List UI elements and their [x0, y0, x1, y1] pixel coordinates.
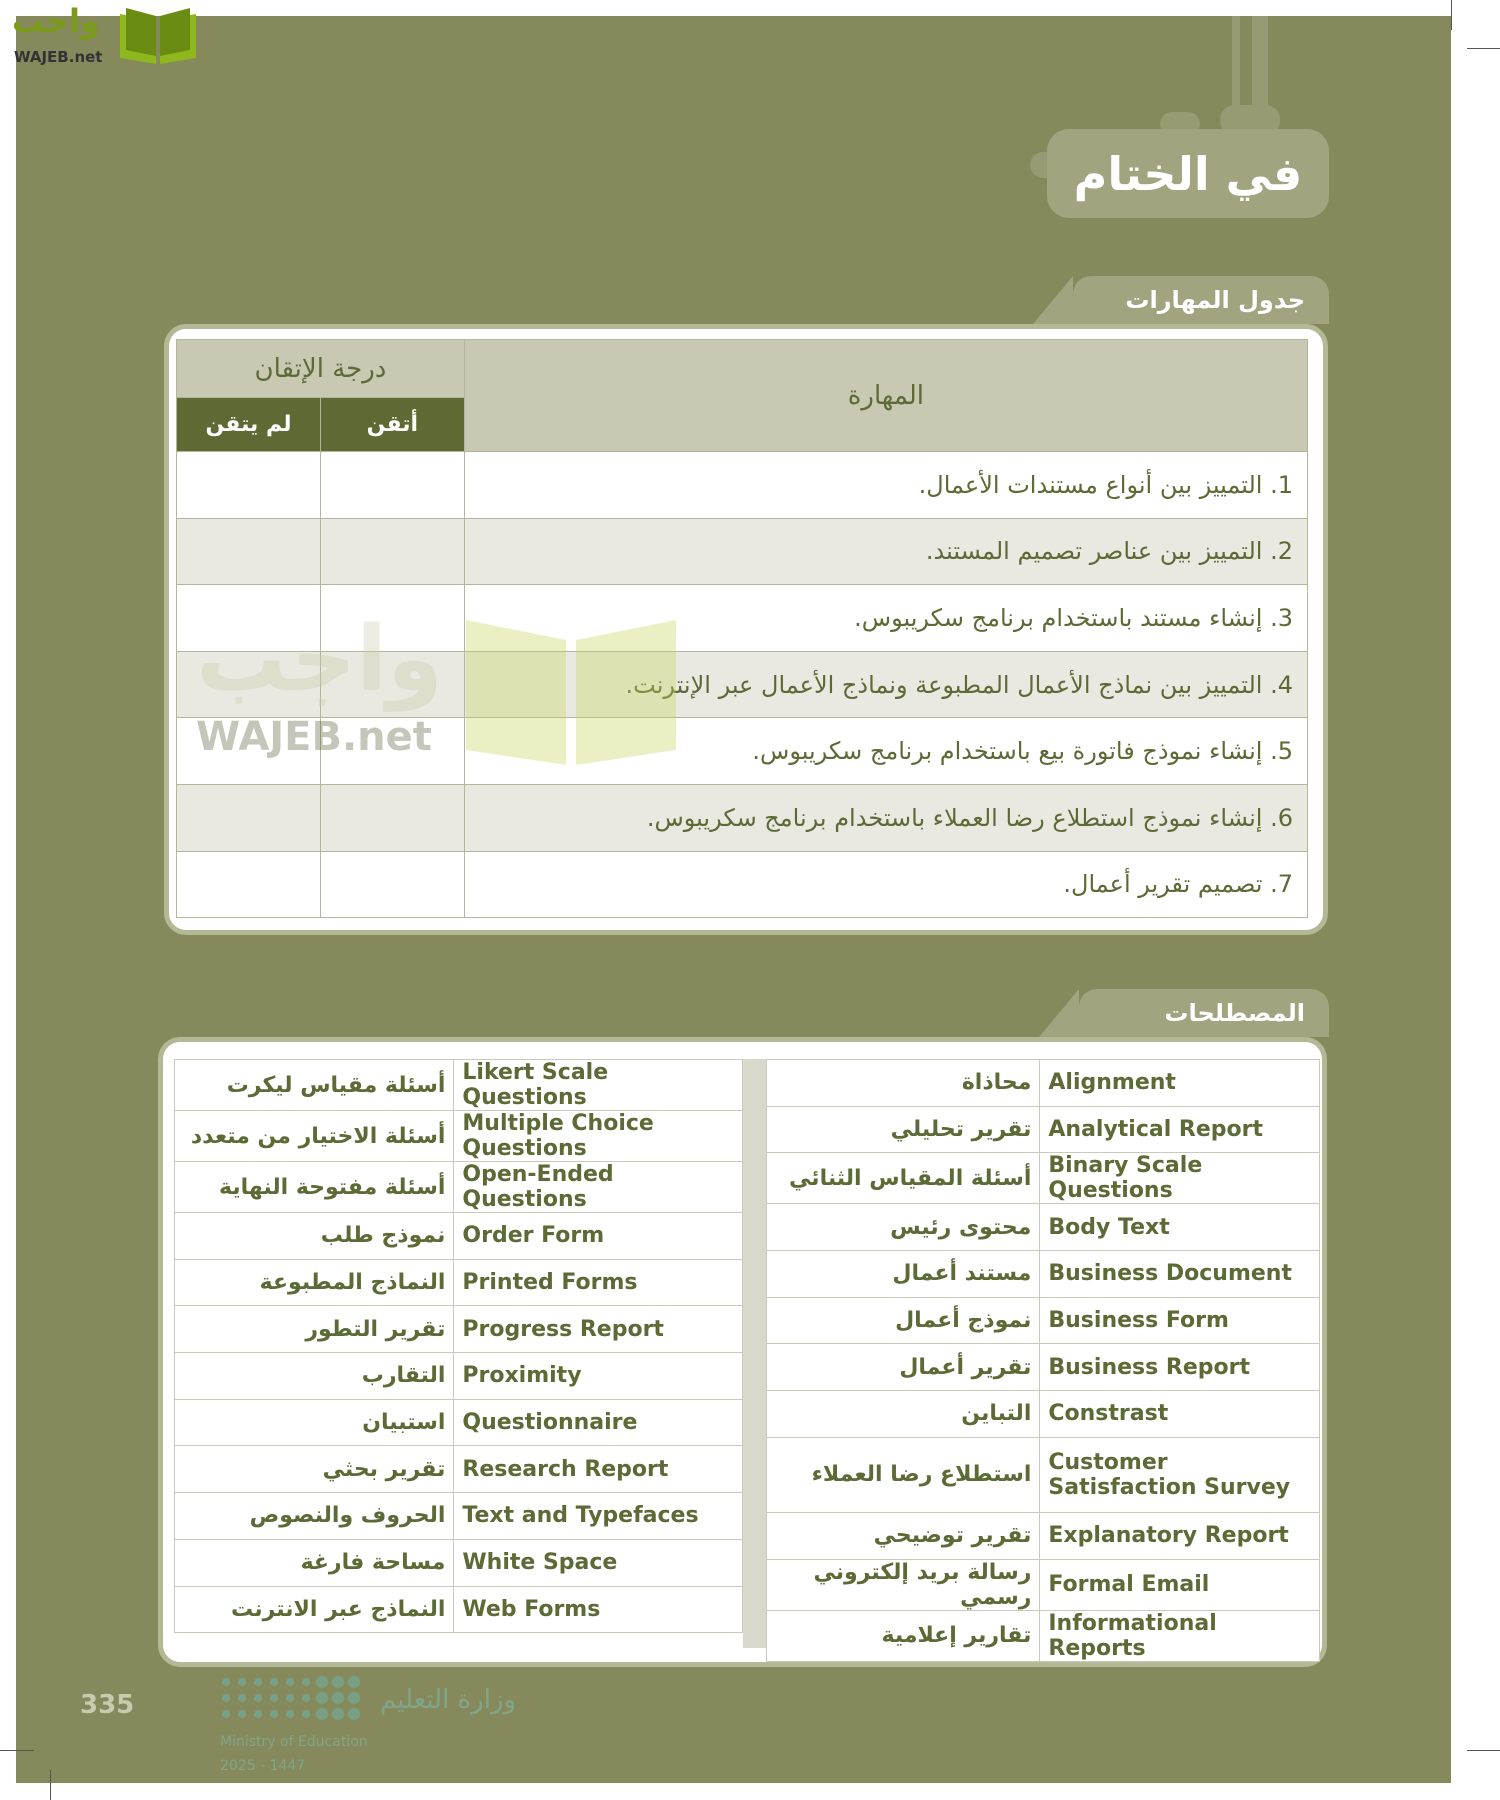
terms-divider [743, 1059, 766, 1648]
term-english: Research Report [454, 1446, 743, 1493]
term-arabic: النماذج المطبوعة [175, 1259, 454, 1306]
term-arabic: تقرير بحثي [175, 1446, 454, 1493]
crop-mark [1467, 48, 1500, 49]
term-english: Explanatory Report [1040, 1512, 1320, 1559]
term-row [175, 1539, 743, 1586]
term-english: Web Forms [454, 1586, 743, 1633]
skill-row [177, 784, 1308, 851]
watermark-latin: WAJEB.net [196, 714, 432, 760]
not-mastered-cell[interactable] [177, 784, 321, 851]
logo-dot [238, 1678, 246, 1686]
not-mastered-cell[interactable] [177, 651, 321, 718]
term-arabic: التقارب [175, 1353, 454, 1400]
term-english: Multiple Choice Questions [454, 1111, 743, 1162]
term-arabic: رسالة بريد إلكتروني رسمي [767, 1559, 1040, 1610]
logo-dot [348, 1708, 360, 1720]
term-arabic: تقرير أعمال [767, 1344, 1040, 1391]
logo-latin: WAJEB.net [14, 48, 103, 66]
term-arabic: مساحة فارغة [175, 1539, 454, 1586]
term-arabic: أسئلة المقياس الثنائي [767, 1153, 1040, 1204]
ministry-of-education-logo [220, 1674, 550, 1779]
term-row [767, 1559, 1320, 1610]
skills-tab-label: جدول المهارات [1073, 276, 1329, 324]
term-row [767, 1344, 1320, 1391]
term-arabic: أسئلة مقياس ليكرت [175, 1060, 454, 1111]
term-arabic: الحروف والنصوص [175, 1493, 454, 1540]
ministry-arabic: وزارة التعليم [380, 1685, 517, 1715]
logo-dot [348, 1676, 360, 1688]
logo-dot [286, 1678, 294, 1686]
logo-dot [316, 1676, 328, 1688]
term-arabic: محاذاة [767, 1060, 1040, 1107]
term-arabic: نموذج طلب [175, 1213, 454, 1260]
term-english: Questionnaire [454, 1399, 743, 1446]
not-mastered-cell[interactable] [177, 718, 321, 785]
not-mastered-cell[interactable] [177, 851, 321, 918]
crop-mark [1451, 0, 1452, 30]
decor-pipe [1252, 16, 1268, 116]
skill-text: 6. إنشاء نموذج استطلاع رضا العملاء باستخدام برنامج سكريبوس. [464, 784, 1307, 851]
skill-row [177, 851, 1308, 918]
skill-row [177, 718, 1308, 785]
term-row [767, 1610, 1320, 1661]
skill-text: 1. التمييز بين أنواع مستندات الأعمال. [464, 452, 1307, 519]
crop-mark [1467, 1750, 1500, 1751]
term-english: Binary Scale Questions [1040, 1153, 1320, 1204]
term-english: Formal Email [1040, 1559, 1320, 1610]
term-row [175, 1259, 743, 1306]
term-row [175, 1213, 743, 1260]
terms-table-left [174, 1059, 743, 1633]
term-english: Business Report [1040, 1344, 1320, 1391]
logo-dot [270, 1710, 278, 1718]
skill-row [177, 518, 1308, 585]
term-english: Alignment [1040, 1060, 1320, 1107]
term-row [175, 1162, 743, 1213]
term-row [175, 1493, 743, 1540]
logo-dot [302, 1710, 310, 1718]
term-row [767, 1060, 1320, 1107]
logo-dot [286, 1710, 294, 1718]
logo-dot [348, 1692, 360, 1704]
logo-dot [302, 1678, 310, 1686]
term-english: White Space [454, 1539, 743, 1586]
term-row [767, 1251, 1320, 1298]
skill-row [177, 651, 1308, 718]
term-row [175, 1353, 743, 1400]
term-arabic: استطلاع رضا العملاء [767, 1437, 1040, 1512]
logo-dot [316, 1708, 328, 1720]
term-english: Likert Scale Questions [454, 1060, 743, 1111]
term-row [175, 1399, 743, 1446]
section-title-box [1047, 129, 1329, 218]
term-english: Constrast [1040, 1391, 1320, 1438]
skills-table [176, 339, 1308, 918]
mastered-cell[interactable] [320, 784, 464, 851]
term-arabic: تقرير توضيحي [767, 1512, 1040, 1559]
skill-text: 4. التمييز بين نماذج الأعمال المطبوعة ونماذج الأعمال عبر الإنترنت. [464, 651, 1307, 718]
mastered-cell[interactable] [320, 651, 464, 718]
term-row [175, 1586, 743, 1633]
term-arabic: تقرير تحليلي [767, 1106, 1040, 1153]
term-english: Printed Forms [454, 1259, 743, 1306]
book-icon [118, 6, 198, 66]
skill-text: 5. إنشاء نموذج فاتورة بيع باستخدام برنامج سكريبوس. [464, 718, 1307, 785]
logo-dot [222, 1678, 230, 1686]
term-english: Business Form [1040, 1297, 1320, 1344]
term-english: Body Text [1040, 1204, 1320, 1251]
term-arabic: التباين [767, 1391, 1040, 1438]
page-title: في الختام [1073, 146, 1303, 201]
term-row [767, 1512, 1320, 1559]
header-mastered: أتقن [320, 398, 464, 452]
skill-text: 7. تصميم تقرير أعمال. [464, 851, 1307, 918]
term-english: Business Document [1040, 1251, 1320, 1298]
term-row [767, 1391, 1320, 1438]
term-row [175, 1306, 743, 1353]
crop-mark [0, 1750, 34, 1751]
ministry-latin: Ministry of Education [220, 1734, 368, 1750]
term-arabic: مستند أعمال [767, 1251, 1040, 1298]
logo-dot [270, 1678, 278, 1686]
watermark-arabic: واجب [196, 607, 443, 712]
header-skill: المهارة [464, 340, 1307, 452]
logo-dot [222, 1710, 230, 1718]
skill-text: 3. إنشاء مستند باستخدام برنامج سكريبوس. [464, 585, 1307, 652]
mastered-cell[interactable] [320, 718, 464, 785]
term-english: Order Form [454, 1213, 743, 1260]
mastered-cell[interactable] [320, 851, 464, 918]
logo-dot [332, 1692, 344, 1704]
term-row [767, 1106, 1320, 1153]
mastered-cell[interactable] [320, 585, 464, 652]
term-arabic: تقارير إعلامية [767, 1610, 1040, 1661]
logo-dot [254, 1710, 262, 1718]
logo-dot [302, 1694, 310, 1702]
term-arabic: محتوى رئيس [767, 1204, 1040, 1251]
term-row [175, 1446, 743, 1493]
skill-row [177, 585, 1308, 652]
header-mastery: درجة الإتقان [177, 340, 465, 398]
header-not-mastered: لم يتقن [177, 398, 321, 452]
ministry-years: 2025 - 1447 [220, 1758, 306, 1774]
mastered-cell[interactable] [320, 518, 464, 585]
logo-dot [316, 1692, 328, 1704]
not-mastered-cell[interactable] [177, 518, 321, 585]
term-arabic: النماذج عبر الانترنت [175, 1586, 454, 1633]
skill-text: 2. التمييز بين عناصر تصميم المستند. [464, 518, 1307, 585]
term-english: Informational Reports [1040, 1610, 1320, 1661]
logo-dot [238, 1710, 246, 1718]
terms-table-right [766, 1059, 1320, 1662]
term-row [175, 1111, 743, 1162]
term-arabic: استبيان [175, 1399, 454, 1446]
term-row [767, 1297, 1320, 1344]
terms-tab-label: المصطلحات [1079, 989, 1329, 1037]
logo-dot [222, 1694, 230, 1702]
term-english: Customer Satisfaction Survey [1040, 1437, 1320, 1512]
term-arabic: تقرير التطور [175, 1306, 454, 1353]
logo-dot [254, 1678, 262, 1686]
page-number: 335 [80, 1690, 135, 1720]
term-english: Text and Typefaces [454, 1493, 743, 1540]
logo-arabic: واجب [12, 2, 100, 40]
skill-row [177, 452, 1308, 519]
wajeb-logo[interactable] [10, 2, 190, 70]
term-row [767, 1437, 1320, 1512]
crop-mark [50, 1770, 51, 1800]
term-english: Proximity [454, 1353, 743, 1400]
logo-dot [254, 1694, 262, 1702]
logo-dot [332, 1676, 344, 1688]
term-arabic: أسئلة مفتوحة النهاية [175, 1162, 454, 1213]
term-arabic: نموذج أعمال [767, 1297, 1040, 1344]
term-english: Open-Ended Questions [454, 1162, 743, 1213]
not-mastered-cell[interactable] [177, 452, 321, 519]
logo-dot [270, 1694, 278, 1702]
not-mastered-cell[interactable] [177, 585, 321, 652]
decor-pipe [1232, 16, 1240, 116]
logo-dot [238, 1694, 246, 1702]
term-english: Progress Report [454, 1306, 743, 1353]
logo-dot [286, 1694, 294, 1702]
logo-dot [332, 1708, 344, 1720]
term-row [767, 1153, 1320, 1204]
term-english: Analytical Report [1040, 1106, 1320, 1153]
term-arabic: أسئلة الاختيار من متعدد [175, 1111, 454, 1162]
mastered-cell[interactable] [320, 452, 464, 519]
term-row [175, 1060, 743, 1111]
term-row [767, 1204, 1320, 1251]
